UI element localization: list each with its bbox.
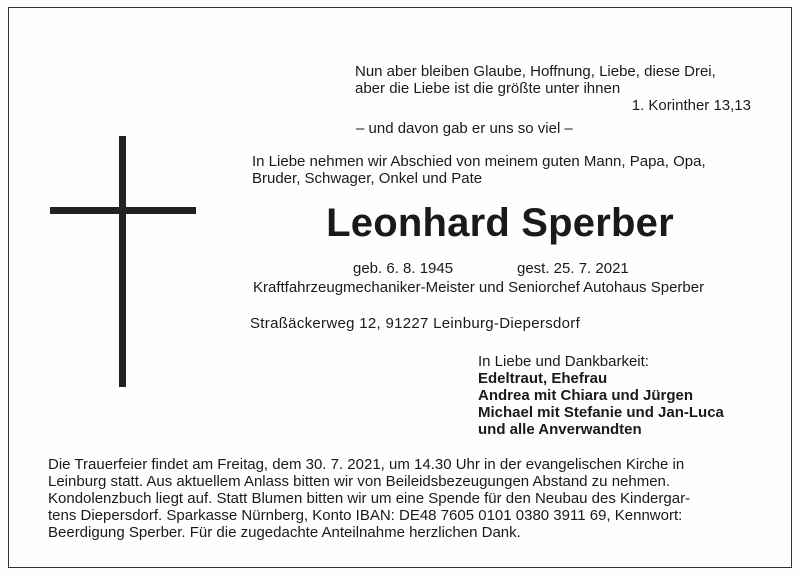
ceremony-line: Die Trauerfeier findet am Freitag, dem 30. 7. 2021, um 14.30 Uhr in der evangelischen Kirche in — [48, 456, 685, 473]
cross-icon — [119, 136, 126, 387]
farewell-intro — [252, 153, 706, 187]
mourners-block — [478, 353, 724, 438]
mourner-name: Andrea mit Chiara und Jürgen — [478, 387, 694, 404]
mourner-name: und alle Anverwandten — [478, 421, 642, 438]
occupation: Kraftfahrzeugmechaniker-Meister und Seniorchef Autohaus Sperber — [253, 279, 705, 296]
mourner-name: Edeltraut, Ehefrau — [478, 370, 608, 387]
mourner-name: Michael mit Stefanie und Jan-Luca — [478, 404, 724, 421]
intro-line-1: In Liebe nehmen wir Abschied von meinem guten Mann, Papa, Opa, — [252, 153, 706, 170]
ceremony-line: Beerdigung Sperber. Für die zugedachte Anteilnahme herzlichen Dank. — [48, 524, 521, 541]
quote-line-1: Nun aber bleiben Glaube, Hoffnung, Liebe, diese Drei, — [355, 63, 716, 80]
birth-date: geb. 6. 8. 1945 — [353, 260, 454, 277]
death-date: gest. 25. 7. 2021 — [517, 260, 629, 277]
bible-quote — [355, 63, 751, 114]
ceremony-line: tens Diepersdorf. Sparkasse Nürnberg, Konto IBAN: DE48 7605 0101 0380 3911 69, Kennwort: — [48, 507, 683, 524]
cross-icon-bar — [50, 207, 196, 214]
ceremony-details — [48, 456, 754, 541]
ceremony-line: Kondolenzbuch liegt auf. Statt Blumen bitten wir um eine Spende für den Neubau des Kindergar- — [48, 490, 691, 507]
address: Straßäckerweg 12, 91227 Leinburg-Diepersdorf — [250, 315, 581, 332]
mourners-heading: In Liebe und Dankbarkeit: — [478, 353, 649, 370]
quote-reference: 1. Korinther 13,13 — [631, 97, 751, 114]
ceremony-line: Leinburg statt. Aus aktuellem Anlass bitten wir von Beileidsbezeugungen Abstand zu nehmen. — [48, 473, 671, 490]
intro-line-2: Bruder, Schwager, Onkel und Pate — [252, 170, 483, 187]
quote-line-2: aber die Liebe ist die größte unter ihnen — [355, 80, 621, 97]
deceased-name: Leonhard Sperber — [326, 201, 674, 245]
tagline: – und davon gab er uns so viel – — [356, 120, 573, 137]
